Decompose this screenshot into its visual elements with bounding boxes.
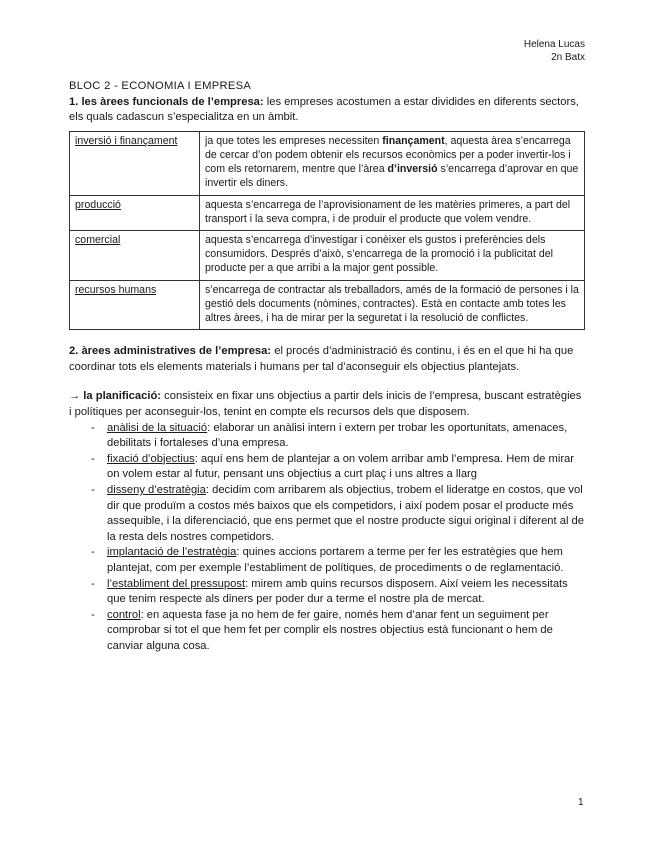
planning-steps-list [69,421,586,655]
page-header [524,38,585,64]
area-description: s’encarrega de contractar als treballadors, amés de la formació de persones i la gestió dels documents (nòmines, contractes). Està en contacte amb totes les altres àrees, i ha de mirar per la seguretat i la resolució de conflictes. [200,280,585,330]
spacer [69,330,586,344]
list-item [91,421,586,452]
area-description: aquesta s’encarrega d’investigar i conèixer els gustos i preferències dels consumidors. Després d’això, s’encarrega de la promoció i la publicitat del producte per a que arribi a la major gent possible. [200,231,585,281]
functional-areas-table [69,131,585,330]
list-item [91,577,586,608]
document-body [69,79,586,655]
dash-bullet: - [91,452,95,465]
table-row [70,131,585,195]
area-description [200,131,585,195]
document-title: BLOC 2 - ECONOMIA I EMPRESA [69,80,252,92]
area-name: recursos humans [70,280,200,330]
area-desc-text: , aquesta àrea s’encarrega de cercar d’on podem obtenir els recursos econòmics per a poder invertir-los i com els retornarem, mentre que l’àrea [205,134,571,176]
section-1-paragraph [69,95,586,126]
step-text: : mirem amb quins recursos disposem. Així veiem les necessitats que tenim respecte als diners per poder dur a terme el nostre pla de mercat. [107,577,568,606]
list-item [91,452,586,483]
area-name: comercial [70,231,200,281]
planning-text: consisteix en fixar uns objectius a partir dels inicis de l’empresa, buscant estratègies i polítiques per aconseguir-los, tenint en compte els recursos dels que disposem. [69,390,582,418]
table-row [70,195,585,230]
course-label: 2n Batx [551,52,585,63]
section-2-paragraph [69,344,586,375]
dash-bullet: - [91,608,95,621]
step-term: fixació d’objectius [107,452,195,465]
dash-bullet: - [91,577,95,590]
planning-heading: → la planificació: [69,390,162,403]
section-1-heading: 1. les àrees funcionals de l’empresa: [69,95,264,108]
step-text: : elaborar un anàlisi intern i extern per trobar les oportunitats, amenaces, debilitats i fortaleses d’una empresa. [107,421,568,450]
list-item [91,545,586,576]
area-desc-bold: finançament [382,134,445,147]
step-text: : en aquesta fase ja no hem de fer gaire, només hem d’anar fent un seguiment per comprobar si tot el que hem fet per complir els nostres objectius està funcionant o hem de canviar alguna cosa. [107,608,553,652]
spacer [69,375,586,389]
area-desc-bold: d’inversió [387,163,438,176]
step-text: : decidim com arribarem als objectius, trobem el lideratge en costos, que vol dir que produïm a costos més baixos que els competidors, i així podem posar el producte més assequible, i la diferenciació, que ens permet que el nostre producte sigui original i diferent al de la resta dels nostres competidors. [107,483,584,543]
author-name: Helena Lucas [523,39,585,50]
section-2-heading: 2. àrees administratives de l’empresa: [69,345,272,358]
dash-bullet: - [91,483,95,496]
planning-paragraph [69,389,586,420]
area-desc-text: ja que totes les empreses necessiten [205,134,383,147]
area-name: inversió i finançament [70,131,200,195]
dash-bullet: - [91,546,95,559]
step-text: : aquí ens hem de plantejar a on volem arribar amb l’empresa. Hem de mirar on volem estar al futur, pensant uns objectius a curt plaç i uns altres a llarg [107,452,574,481]
area-name: producció [70,195,200,230]
step-term: control [107,608,141,621]
step-term: anàlisi de la situació [107,421,208,434]
step-term: implantació de l’estratègia [107,546,237,559]
step-term: disseny d’estratègia [107,483,206,496]
area-description: aquesta s’encarrega de l’aprovisionament de les matèries primeres, a part del transport i la seva compra, i de produir el producte que volem vendre. [200,195,585,230]
step-text: : quines accions portarem a terme per fer les estratègies que hem plantejat, com per exemple l’establiment de polítiques, de procediments o de reglamentació. [107,546,564,574]
area-desc-text: s’encarrega d’aprovar en que invertir els diners. [205,163,579,190]
section-2-text: el procés d’administració és continu, i és en el que hi ha que coordinar tots els elements materials i humans per tal d’aconseguir els objectius plantejats. [69,345,574,373]
section-1-text: les empreses acostumen a estar dividides en diferents sectors, els quals cadascun s’especialitza en un àmbit. [69,95,579,124]
table-row [70,231,585,281]
dash-bullet: - [91,421,95,434]
table-row [70,280,585,330]
list-item [91,608,586,655]
step-term: l’establiment del pressupost [107,577,246,590]
list-item [91,483,586,545]
page-number: 1 [578,797,584,808]
